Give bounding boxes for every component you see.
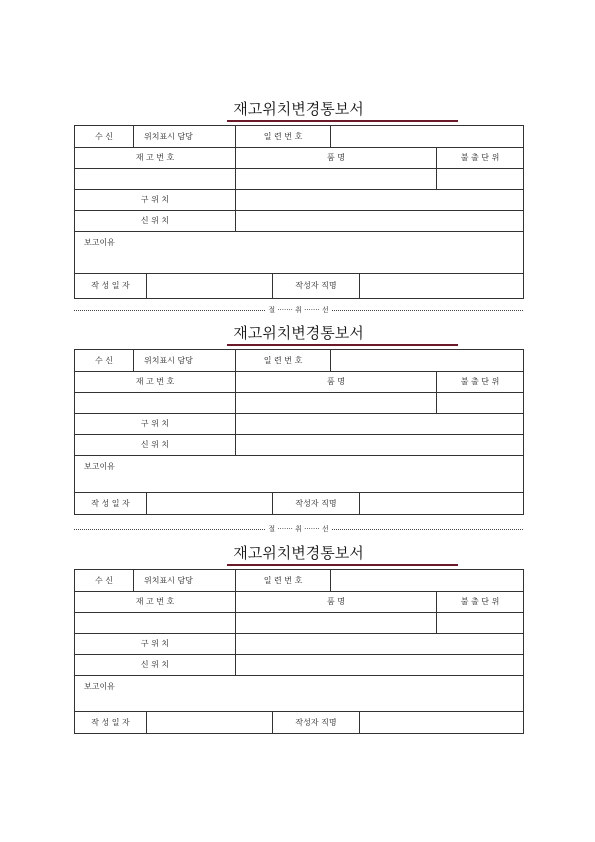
report-reason-label: 보고이유 bbox=[84, 238, 115, 247]
title-underline bbox=[227, 120, 458, 122]
new-location-label: 신 위 치 bbox=[75, 435, 236, 456]
new-location-label: 신 위 치 bbox=[75, 211, 236, 232]
item-name-label: 품 명 bbox=[236, 592, 437, 613]
issue-unit-label: 불 출 단 위 bbox=[437, 372, 524, 393]
form-title: 재고위치변경통보서 bbox=[233, 324, 364, 342]
author-title-label: 작성자 직명 bbox=[273, 274, 360, 299]
stock-number-field[interactable] bbox=[75, 613, 236, 634]
report-reason-label: 보고이유 bbox=[84, 682, 115, 691]
report-reason-field[interactable] bbox=[75, 456, 524, 493]
item-name-field[interactable] bbox=[236, 613, 437, 634]
author-title-label: 작성자 직명 bbox=[273, 712, 360, 734]
date-field[interactable] bbox=[147, 712, 273, 734]
issue-unit-field[interactable] bbox=[437, 613, 524, 634]
date-label: 작 성 일 자 bbox=[75, 712, 147, 734]
cut-line-text: 절 ······· 취 ······· 선 bbox=[265, 525, 331, 533]
date-label: 작 성 일 자 bbox=[75, 274, 147, 299]
stock-number-label: 재 고 번 호 bbox=[75, 148, 236, 169]
recipient-value: 위치표시 담당 bbox=[134, 570, 236, 592]
stock-number-field[interactable] bbox=[75, 393, 236, 414]
report-reason-field[interactable] bbox=[75, 232, 524, 274]
stock-number-label: 재 고 번 호 bbox=[75, 592, 236, 613]
author-title-field[interactable] bbox=[360, 712, 524, 734]
recipient-label: 수 신 bbox=[75, 350, 134, 372]
form-title: 재고위치변경통보서 bbox=[233, 100, 364, 118]
new-location-field[interactable] bbox=[236, 655, 524, 676]
old-location-label: 구 위 치 bbox=[75, 634, 236, 655]
old-location-field[interactable] bbox=[236, 634, 524, 655]
form-table bbox=[74, 349, 524, 515]
date-label: 작 성 일 자 bbox=[75, 493, 147, 515]
item-name-field[interactable] bbox=[236, 393, 437, 414]
cut-line bbox=[74, 305, 523, 315]
item-name-label: 품 명 bbox=[236, 372, 437, 393]
recipient-label: 수 신 bbox=[75, 126, 134, 148]
stock-number-field[interactable] bbox=[75, 169, 236, 190]
old-location-label: 구 위 치 bbox=[75, 190, 236, 211]
issue-unit-field[interactable] bbox=[437, 169, 524, 190]
serial-number-field[interactable] bbox=[331, 350, 524, 372]
cut-line bbox=[74, 524, 523, 534]
serial-number-field[interactable] bbox=[331, 570, 524, 592]
author-title-field[interactable] bbox=[360, 274, 524, 299]
recipient-label: 수 신 bbox=[75, 570, 134, 592]
report-reason-field[interactable] bbox=[75, 676, 524, 712]
issue-unit-field[interactable] bbox=[437, 393, 524, 414]
date-field[interactable] bbox=[147, 274, 273, 299]
old-location-field[interactable] bbox=[236, 190, 524, 211]
date-field[interactable] bbox=[147, 493, 273, 515]
new-location-field[interactable] bbox=[236, 435, 524, 456]
serial-number-field[interactable] bbox=[331, 126, 524, 148]
form-title: 재고위치변경통보서 bbox=[233, 544, 364, 562]
stock-number-label: 재 고 번 호 bbox=[75, 372, 236, 393]
author-title-label: 작성자 직명 bbox=[273, 493, 360, 515]
author-title-field[interactable] bbox=[360, 493, 524, 515]
serial-number-label: 일 련 번 호 bbox=[236, 126, 331, 148]
report-reason-label: 보고이유 bbox=[84, 462, 115, 471]
title-underline bbox=[227, 564, 458, 566]
serial-number-label: 일 련 번 호 bbox=[236, 570, 331, 592]
issue-unit-label: 불 출 단 위 bbox=[437, 592, 524, 613]
cut-line-text: 절 ······· 취 ······· 선 bbox=[265, 306, 331, 314]
form-table bbox=[74, 125, 524, 299]
serial-number-label: 일 련 번 호 bbox=[236, 350, 331, 372]
recipient-value: 위치표시 담당 bbox=[134, 126, 236, 148]
title-underline bbox=[227, 344, 458, 346]
issue-unit-label: 불 출 단 위 bbox=[437, 148, 524, 169]
form-table bbox=[74, 569, 524, 734]
old-location-label: 구 위 치 bbox=[75, 414, 236, 435]
item-name-field[interactable] bbox=[236, 169, 437, 190]
new-location-label: 신 위 치 bbox=[75, 655, 236, 676]
item-name-label: 품 명 bbox=[236, 148, 437, 169]
old-location-field[interactable] bbox=[236, 414, 524, 435]
recipient-value: 위치표시 담당 bbox=[134, 350, 236, 372]
new-location-field[interactable] bbox=[236, 211, 524, 232]
